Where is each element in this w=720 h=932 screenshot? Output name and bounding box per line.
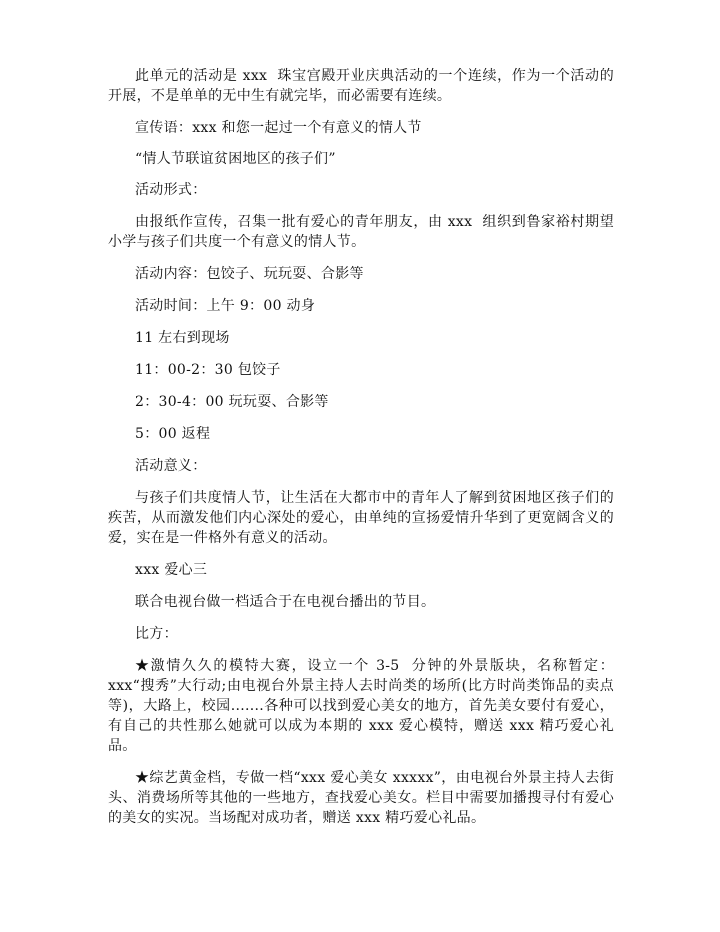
paragraph-slogan: 宣传语：xxx 和您一起过一个有意义的情人节 (135, 120, 422, 136)
paragraph-return: 5：00 返程 (135, 426, 211, 442)
paragraph-dumplings: 11：00-2：30 包饺子 (135, 362, 281, 378)
paragraph-intro: 此单元的活动是 xxx 珠宝宫殿开业庆典活动的一个连续，作为一个活动的开展，不是单单的无中生有就完毕，而必需要有连续。 (108, 68, 614, 104)
paragraph-variety-show: ★综艺黄金档，专做一档“xxx 爱心美女 xxxxx”，由电视台外景主持人去街头、消费场所等其他的一些地方，查找爱心美女。栏目中需要加播搜寻付有爱心的美女的实况。当场配对成功者，赠送 xxx 精巧爱心礼品。 (108, 770, 614, 826)
paragraph-meaning-heading: 活动意义： (135, 458, 207, 474)
paragraph-content: 活动内容：包饺子、玩玩耍、合影等 (135, 266, 364, 282)
paragraph-model-contest: ★激情久久的模特大赛，设立一个 3-5 分钟的外景版块，名称暂定：xxx“搜秀”大行动;由电视台外景主持人去时尚类的场所(比方时尚类饰品的卖点等)，大路上，校园.......各种可以找到爱心美女的地方，首先美女要付有爱心，有自己的共性那么她就可以成为本期的 xxx 爱心模特，赠送 xxx 精巧爱心礼品。 (108, 658, 614, 754)
paragraph-section-three: xxx 爱心三 (135, 562, 208, 578)
paragraph-tv: 联合电视台做一档适合于在电视台播出的节目。 (135, 594, 436, 610)
paragraph-form-heading: 活动形式： (135, 182, 207, 198)
paragraph-meaning-body: 与孩子们共度情人节，让生活在大都市中的青年人了解到贫困地区孩子们的疾苦，从而激发他们内心深处的爱心，由单纯的宣扬爱情升华到了更宽阔含义的爱，实在是一件格外有意义的活动。 (108, 490, 614, 546)
paragraph-form-body: 由报纸作宣传，召集一批有爱心的青年朋友，由 xxx 组织到鲁家裕村期望小学与孩子们共度一个有意义的情人节。 (108, 214, 614, 250)
paragraph-games: 2：30-4：00 玩玩耍、合影等 (135, 394, 329, 410)
paragraph-theme: “情人节联谊贫困地区的孩子们” (135, 151, 336, 167)
paragraph-example-heading: 比方： (135, 626, 178, 642)
paragraph-arrival: 11 左右到现场 (135, 330, 230, 346)
paragraph-time: 活动时间：上午 9：00 动身 (135, 298, 316, 314)
